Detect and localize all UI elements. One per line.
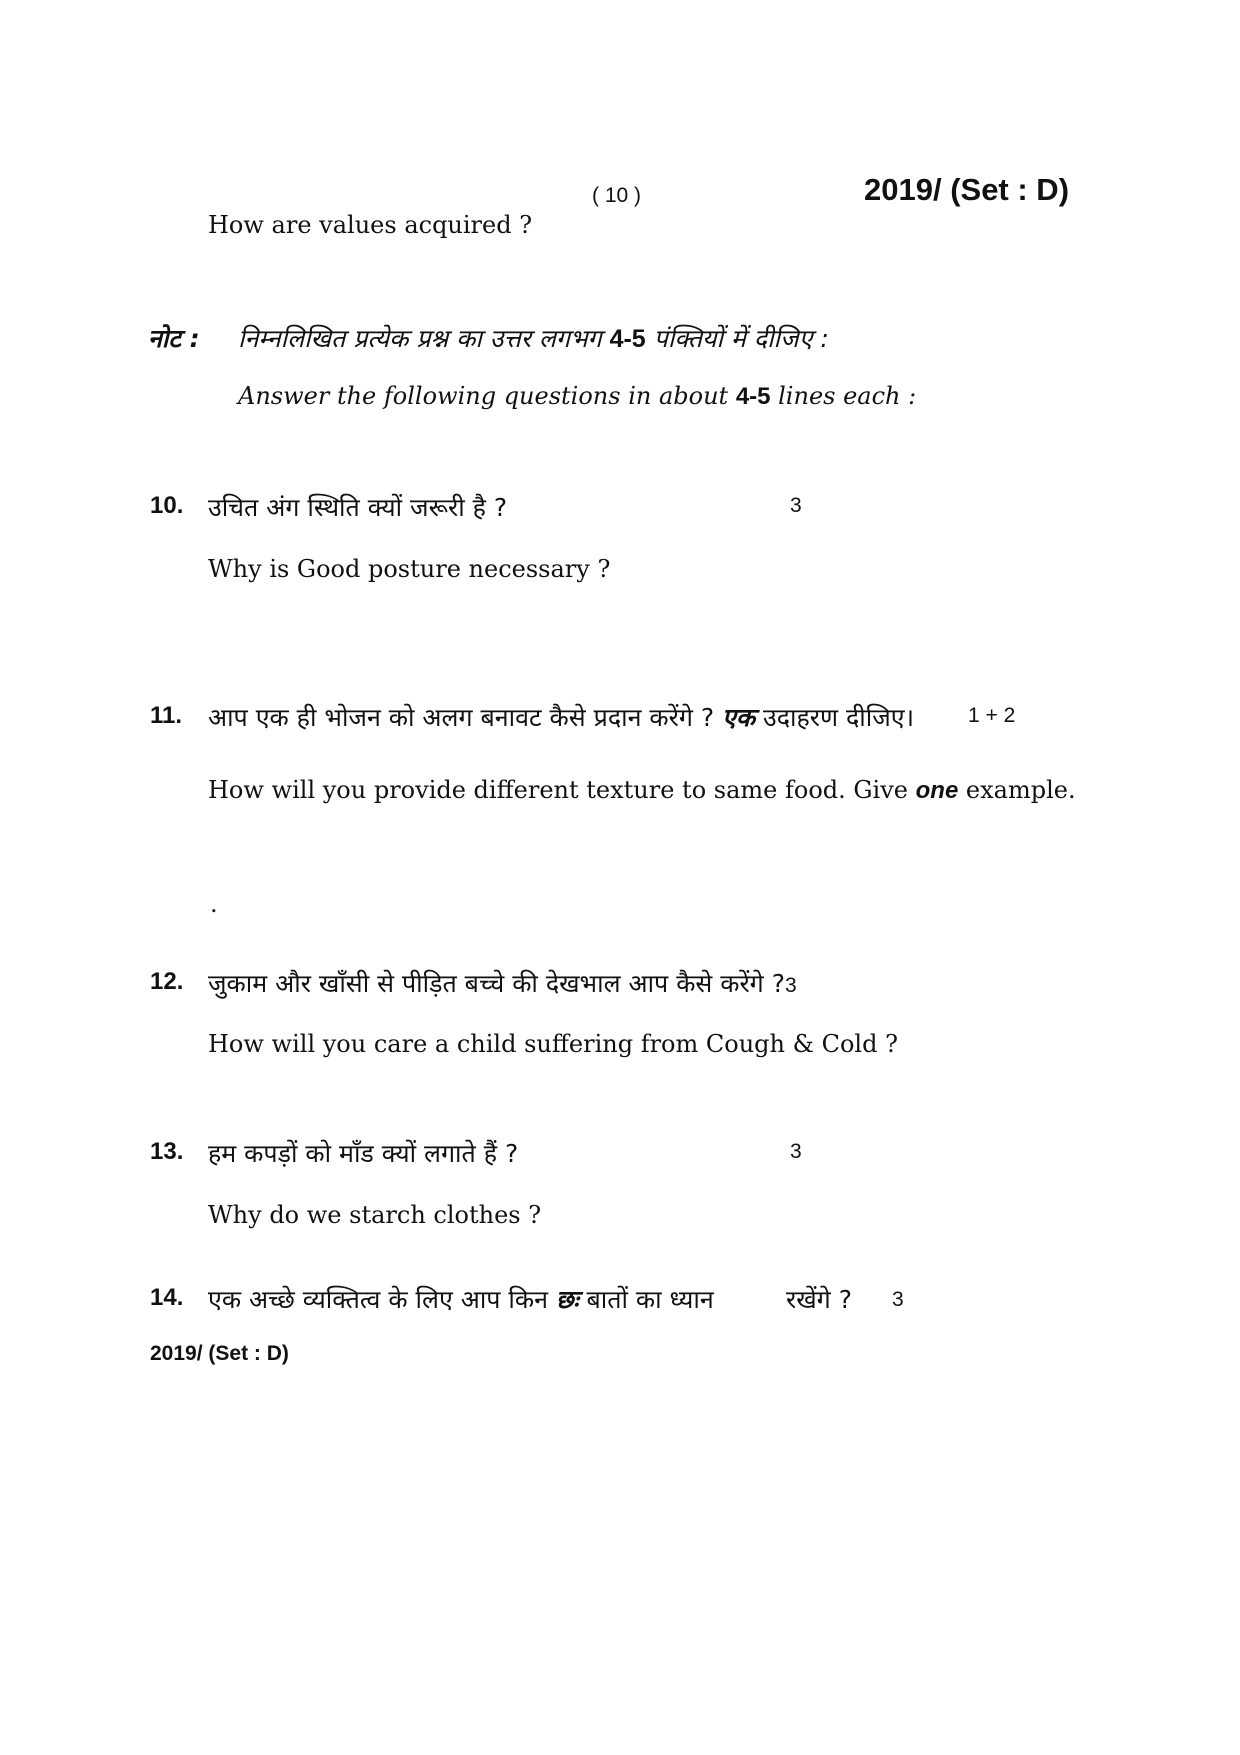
note-hindi bbox=[238, 321, 829, 355]
question-marks: 1 + 2 bbox=[968, 704, 1016, 727]
question-marks: 3 bbox=[790, 494, 802, 517]
question-hindi-emphasis: छः bbox=[555, 1285, 579, 1314]
question-hindi: हम कपड़ों को माँड क्यों लगाते हैं ? bbox=[208, 1139, 519, 1168]
question-marks: 3 bbox=[892, 1288, 904, 1311]
question-hindi-text-after: बातों का ध्यान bbox=[578, 1285, 714, 1314]
question-english-text-after: example. bbox=[958, 776, 1076, 804]
set-label-header: 2019/ (Set : D) bbox=[864, 172, 1070, 207]
question-english: Why do we starch clothes ? bbox=[208, 1201, 542, 1229]
note-hindi-text-after: पंक्तियों में दीजिए : bbox=[645, 324, 829, 353]
question-hindi bbox=[208, 1282, 714, 1316]
question-marks: 3 bbox=[784, 974, 797, 997]
question-number: 13. bbox=[150, 1138, 184, 1165]
stray-dot: . bbox=[210, 890, 218, 918]
question-english-text-before: How will you provide different texture to same food. Give bbox=[208, 776, 916, 804]
note-hindi-bold: 4-5 bbox=[609, 325, 646, 353]
note-english-bold: 4-5 bbox=[735, 383, 771, 410]
note-english-text-after: lines each : bbox=[770, 382, 917, 410]
page-number: ( 10 ) bbox=[592, 184, 642, 207]
set-label-footer: 2019/ (Set : D) bbox=[150, 1342, 289, 1365]
note-english bbox=[238, 382, 916, 411]
question-english bbox=[208, 776, 1076, 805]
question-hindi bbox=[208, 966, 797, 1000]
question-hindi-tail: रखेंगे ? bbox=[786, 1285, 852, 1314]
question-number: 11. bbox=[150, 702, 183, 729]
carry-over-question: How are values acquired ? bbox=[208, 211, 533, 239]
question-marks: 3 bbox=[790, 1140, 802, 1163]
question-hindi-text-after: उदाहरण दीजिए। bbox=[755, 703, 915, 732]
question-english-emphasis: one bbox=[915, 777, 959, 804]
question-hindi-text-before: एक अच्छे व्यक्तित्व के लिए आप किन bbox=[208, 1285, 556, 1314]
question-hindi bbox=[208, 700, 914, 734]
question-hindi: उचित अंग स्थिति क्यों जरूरी है ? bbox=[208, 493, 508, 522]
question-number: 12. bbox=[150, 968, 184, 995]
question-number: 10. bbox=[150, 492, 184, 519]
question-english: How will you care a child suffering from Cough & Cold ? bbox=[208, 1030, 898, 1058]
question-hindi-text: जुकाम और खाँसी से पीड़ित बच्चे की देखभाल आप कैसे करेंगे ? bbox=[208, 969, 785, 998]
question-hindi-emphasis: एक bbox=[722, 703, 756, 732]
note-label: नोट : bbox=[148, 324, 200, 353]
question-english: Why is Good posture necessary ? bbox=[208, 555, 611, 583]
note-hindi-text-before: निम्नलिखित प्रत्येक प्रश्न का उत्तर लगभग bbox=[238, 324, 610, 353]
note-english-text-before: Answer the following questions in about bbox=[238, 382, 736, 410]
question-number: 14. bbox=[150, 1284, 184, 1311]
question-hindi-text-before: आप एक ही भोजन को अलग बनावट कैसे प्रदान करेंगे ? bbox=[208, 703, 723, 732]
